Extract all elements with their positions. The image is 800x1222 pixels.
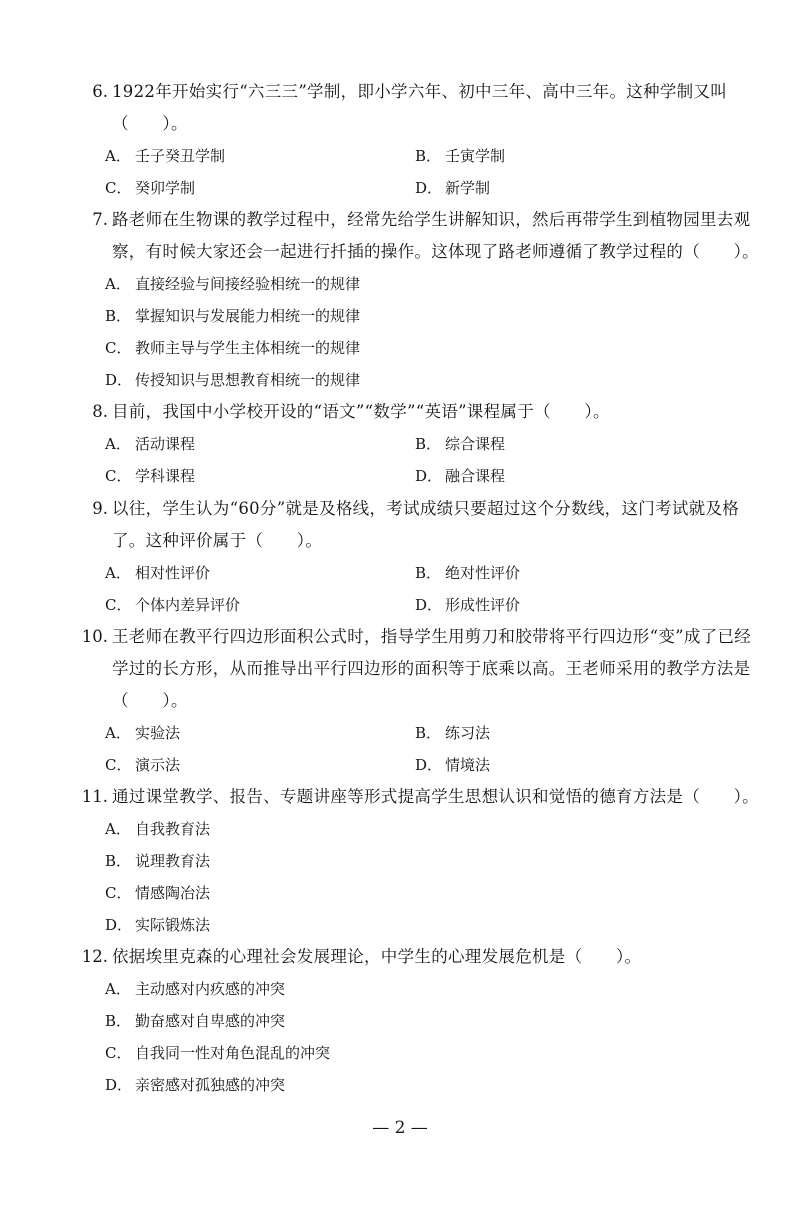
option-letter: C． — [105, 467, 132, 485]
option-letter: A． — [105, 564, 131, 582]
option-letter: D． — [415, 467, 443, 485]
option-text: 个体内差异评价 — [135, 596, 241, 614]
option-text: 情感陶冶法 — [135, 884, 211, 902]
option-text: 活动课程 — [135, 435, 196, 453]
option-d — [415, 589, 725, 621]
option-list — [80, 813, 760, 941]
option-letter: B． — [105, 852, 132, 870]
option-c — [105, 589, 415, 621]
question-10 — [80, 621, 760, 781]
option-letter: A． — [105, 275, 131, 293]
option-c — [105, 877, 760, 909]
question-stem — [80, 493, 760, 557]
option-a — [105, 557, 415, 589]
option-text: 壬子癸丑学制 — [135, 147, 226, 165]
question-text: 王老师在教平行四边形面积公式时，指导学生用剪刀和胶带将平行四边形“变”成了已经学过的长方形，从而推导出平行四边形的面积等于底乘以高。王老师采用的教学方法是（ ）。 — [112, 627, 752, 710]
option-letter: B． — [415, 147, 442, 165]
question-7 — [80, 204, 760, 396]
question-text: 通过课堂教学、报告、专题讲座等形式提高学生思想认识和觉悟的德育方法是（ ）。 — [112, 787, 759, 806]
option-list — [80, 717, 760, 781]
question-text: 依据埃里克森的心理社会发展理论，中学生的心理发展危机是（ ）。 — [112, 947, 642, 966]
option-letter: A． — [105, 147, 131, 165]
option-b — [415, 717, 725, 749]
option-text: 主动感对内疚感的冲突 — [135, 980, 286, 998]
option-d — [105, 1069, 760, 1101]
question-stem — [80, 781, 760, 813]
option-text: 勤奋感对自卑感的冲突 — [135, 1012, 286, 1030]
question-9 — [80, 493, 760, 621]
option-text: 新学制 — [445, 179, 491, 197]
option-text: 说理教育法 — [135, 852, 211, 870]
option-list — [80, 557, 760, 621]
option-b — [415, 557, 725, 589]
question-stem — [80, 76, 760, 140]
option-text: 自我同一性对角色混乱的冲突 — [135, 1044, 331, 1062]
option-letter: B． — [415, 435, 442, 453]
option-a — [105, 973, 760, 1005]
option-text: 自我教育法 — [135, 820, 211, 838]
option-text: 教师主导与学生主体相统一的规律 — [135, 339, 361, 357]
option-text: 演示法 — [135, 756, 181, 774]
option-letter: B． — [415, 724, 442, 742]
option-c — [105, 460, 415, 492]
option-d — [415, 749, 725, 781]
option-a — [105, 428, 415, 460]
option-c — [105, 172, 415, 204]
option-letter: D． — [105, 371, 133, 389]
option-text: 实验法 — [135, 724, 181, 742]
option-text: 形成性评价 — [445, 596, 521, 614]
option-text: 综合课程 — [445, 435, 506, 453]
option-letter: B． — [105, 1012, 132, 1030]
option-letter: C． — [105, 756, 132, 774]
option-list — [80, 140, 760, 204]
option-list — [80, 428, 760, 492]
option-text: 亲密感对孤独感的冲突 — [135, 1076, 286, 1094]
option-letter: D． — [415, 756, 443, 774]
question-number: 8. — [92, 402, 108, 421]
question-number: 6. — [92, 82, 108, 101]
question-number: 9. — [92, 499, 108, 518]
question-text: 以往，学生认为“60分”就是及格线，考试成绩只要超过这个分数线，这门考试就及格了。这种评价属于（ ）。 — [112, 499, 740, 550]
option-c — [105, 1037, 760, 1069]
option-b — [105, 845, 760, 877]
option-b — [105, 300, 760, 332]
question-11 — [80, 781, 760, 941]
option-text: 壬寅学制 — [445, 147, 506, 165]
option-text: 传授知识与思想教育相统一的规律 — [135, 371, 361, 389]
option-letter: A． — [105, 980, 131, 998]
option-letter: C． — [105, 884, 132, 902]
option-a — [105, 268, 760, 300]
option-d — [415, 460, 725, 492]
page-number: — 2 — — [372, 1118, 428, 1138]
option-text: 癸卯学制 — [135, 179, 196, 197]
option-letter: A． — [105, 435, 131, 453]
option-text: 直接经验与间接经验相统一的规律 — [135, 275, 361, 293]
option-b — [415, 140, 725, 172]
option-letter: B． — [415, 564, 442, 582]
option-letter: D． — [105, 916, 133, 934]
option-text: 相对性评价 — [135, 564, 211, 582]
option-letter: A． — [105, 724, 131, 742]
question-stem — [80, 941, 760, 973]
option-a — [105, 717, 415, 749]
question-stem — [80, 204, 760, 268]
question-text: 目前，我国中小学校开设的“语文”“数学”“英语”课程属于（ ）。 — [112, 402, 610, 421]
option-text: 练习法 — [445, 724, 491, 742]
option-letter: B． — [105, 307, 132, 325]
option-a — [105, 140, 415, 172]
option-letter: C． — [105, 339, 132, 357]
option-letter: A． — [105, 820, 131, 838]
option-c — [105, 749, 415, 781]
option-d — [415, 172, 725, 204]
question-text: 路老师在生物课的教学过程中，经常先给学生讲解知识，然后再带学生到植物园里去观察，有时候大家还会一起进行扦插的操作。这体现了路老师遵循了教学过程的（ ）。 — [112, 210, 759, 261]
option-a — [105, 813, 760, 845]
option-b — [105, 1005, 760, 1037]
option-b — [415, 428, 725, 460]
option-letter: C． — [105, 179, 132, 197]
option-c — [105, 332, 760, 364]
option-d — [105, 909, 760, 941]
question-8 — [80, 396, 760, 492]
question-number: 11. — [81, 787, 108, 806]
question-number: 10. — [81, 627, 108, 646]
option-letter: C． — [105, 1044, 132, 1062]
question-number: 12. — [81, 947, 108, 966]
question-stem — [80, 621, 760, 717]
option-list — [80, 973, 760, 1101]
option-letter: D． — [415, 596, 443, 614]
option-letter: D． — [415, 179, 443, 197]
option-list — [80, 268, 760, 396]
question-text: 1922年开始实行“六三三”学制，即小学六年、初中三年、高中三年。这种学制又叫（ ）。 — [112, 82, 728, 133]
option-text: 学科课程 — [135, 467, 196, 485]
question-12 — [80, 941, 760, 1101]
option-text: 融合课程 — [445, 467, 506, 485]
option-text: 绝对性评价 — [445, 564, 521, 582]
option-text: 情境法 — [445, 756, 491, 774]
option-letter: D． — [105, 1076, 133, 1094]
option-letter: C． — [105, 596, 132, 614]
option-text: 掌握知识与发展能力相统一的规律 — [135, 307, 361, 325]
question-6 — [80, 76, 760, 204]
question-stem — [80, 396, 760, 428]
option-text: 实际锻炼法 — [135, 916, 211, 934]
option-d — [105, 364, 760, 396]
question-number: 7. — [92, 210, 108, 229]
